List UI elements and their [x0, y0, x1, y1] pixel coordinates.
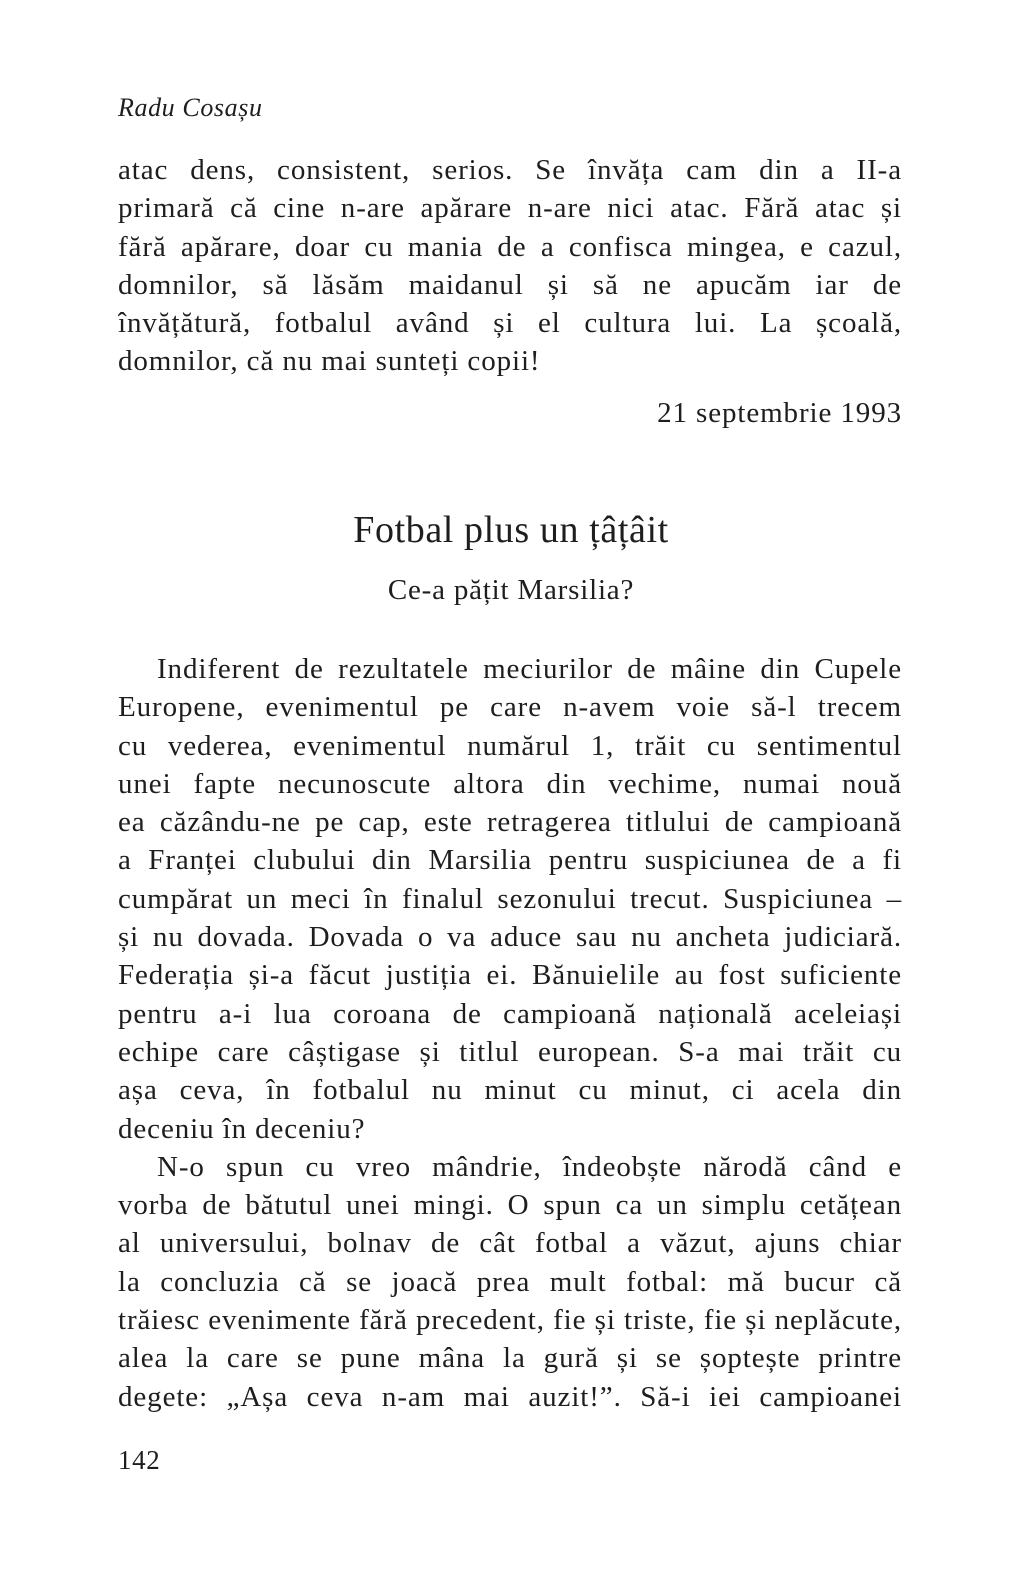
- text-line: trăiesc evenimente fără precedent, fie și triste, fie și neplăcute,: [118, 1304, 902, 1337]
- text-line: fără apărare, doar cu mania de a confisca mingea, e cazul,: [118, 230, 902, 263]
- text-line: domnilor, să lăsăm maidanul și să ne apucăm iar de: [118, 268, 902, 301]
- text-line: domnilor, că nu mai sunteți copii!: [118, 345, 541, 378]
- text-line: N-o spun cu vreo mândrie, îndeobște nărodă când e: [157, 1150, 902, 1183]
- text-line: și nu dovada. Dovada o va aduce sau nu ancheta judiciară.: [118, 921, 902, 954]
- text-line: unei fapte necunoscute altora din vechime, numai nouă: [118, 767, 902, 800]
- text-line: Indiferent de rezultatele meciurilor de mâine din Cupele: [157, 653, 902, 685]
- text-line: vorba de bătutul unei mingi. O spun ca un simplu cetățean: [118, 1189, 902, 1222]
- text-line: echipe care câștigase și titlul european. S-a mai trăit cu: [118, 1035, 902, 1068]
- text-line: a Franței clubului din Marsilia pentru suspiciunea de a fi: [118, 844, 902, 877]
- article-date: 21 septembrie 1993: [657, 397, 902, 429]
- text-line: al universului, bolnav de cât fotbal a văzut, ajuns chiar: [118, 1227, 902, 1260]
- text-line: Europene, evenimentul pe care n-avem voie să-l trecem: [118, 691, 902, 724]
- text-line: atac dens, consistent, serios. Se învăța cam din a II-a: [118, 154, 902, 186]
- page-number: 142: [118, 1445, 161, 1475]
- text-line: la concluzia că se joacă prea mult fotbal: mă bucur că: [118, 1265, 902, 1298]
- paragraph-previous-article: [118, 151, 902, 381]
- text-line: cumpărat un meci în finalul sezonului trecut. Suspiciunea –: [118, 882, 902, 915]
- running-header: Radu Cosașu: [118, 93, 263, 122]
- article-subtitle: Ce-a pățit Marsilia?: [387, 574, 635, 606]
- text-line: alea la care se pune mâna la gură și se șoptește printre: [118, 1342, 902, 1375]
- text-line: ea căzându-ne pe cap, este retragerea titlului de campioană: [118, 806, 902, 839]
- text-line: Federația și-a făcut justiția ei. Bănuielile au fost suficiente: [118, 959, 902, 992]
- paragraph: [118, 1148, 902, 1416]
- text-line: degete: „Așa ceva n-am mai auzit!”. Să-i iei campioanei: [118, 1380, 902, 1413]
- text-line: cu vederea, evenimentul numărul 1, trăit cu sentimentul: [118, 729, 902, 762]
- text-line: primară că cine n-are apărare n-are nici atac. Fără atac și: [118, 192, 902, 225]
- text-line: pentru a-i lua coroana de campioană națională aceleiași: [118, 997, 902, 1030]
- text-line: așa ceva, în fotbalul nu minut cu minut, ci acela din: [118, 1074, 902, 1107]
- text-line: deceniu în deceniu?: [118, 1112, 366, 1145]
- paragraph: [118, 650, 902, 1148]
- article-title: Fotbal plus un țâțâit: [353, 509, 669, 551]
- article-body: [118, 650, 902, 1416]
- text-line: învățătură, fotbalul având și el cultura lui. La școală,: [118, 307, 902, 340]
